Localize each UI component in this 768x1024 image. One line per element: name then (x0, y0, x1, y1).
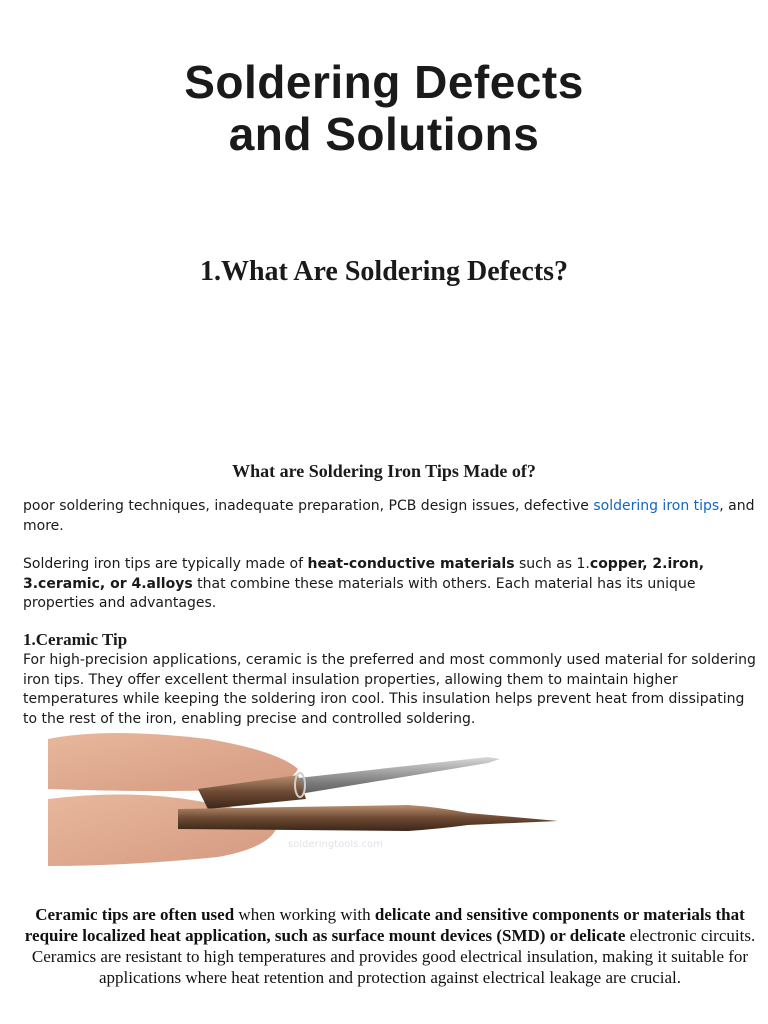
page-title (0, 56, 768, 160)
photo-watermark: solderingtools.com (288, 839, 383, 850)
section-heading-soldering-defects: 1.What Are Soldering Defects? (199, 256, 569, 287)
page-title-line-1: Soldering Defects (184, 56, 584, 108)
ceramic-tip-heading: 1.Ceramic Tip (23, 630, 128, 649)
ceramic-tip-paragraph: For high-precision applications, ceramic is the preferred and most commonly used material for soldering iron tips. They offer excellent thermal insulation properties, allowing them to maintain higher temperatures while keeping the soldering iron cool. This insulation helps prevent heat from dissipating to the rest of the iron, enabling precise and controlled soldering. (23, 652, 756, 727)
materials-text-3: that combine these materials with others. Each material has its unique properties and advantages. (23, 575, 696, 611)
ceramic-tip-caption (22, 904, 758, 988)
materials-text-2: such as 1. (514, 556, 590, 572)
section-heading-tip-materials: What are Soldering Iron Tips Made of? (232, 461, 536, 481)
intro-text-after: , and more. (23, 498, 755, 534)
caption-text-1: when working with (234, 905, 375, 924)
caption-text-2: electronic circuits. Ceramics are resistant to high temperatures and provides good electrical insulation, making it suitable for applications where heat retention and protection against electrical leakage are crucial. (31, 926, 756, 987)
intro-text-before: poor soldering techniques, inadequate preparation, PCB design issues, defective (23, 498, 594, 514)
intro-paragraph (23, 497, 758, 536)
materials-paragraph (23, 555, 758, 614)
materials-bold-2: copper, 2.iron, 3.ceramic, or 4.alloys (23, 556, 705, 592)
materials-bold-1: heat-conductive materials (307, 556, 515, 572)
ceramic-tip-photo (48, 729, 644, 866)
caption-bold-1: Ceramic tips are often used (35, 905, 235, 924)
soldering-iron-tips-link[interactable]: soldering iron tips (593, 498, 720, 514)
page-title-line-2: and Solutions (228, 108, 540, 160)
materials-text-1: Soldering iron tips are typically made of (23, 556, 308, 572)
ceramic-tip-illustration (48, 729, 644, 866)
caption-bold-2: delicate and sensitive components or materials that require localized heat application, such as surface mount devices (SMD) or delicate (24, 905, 745, 945)
